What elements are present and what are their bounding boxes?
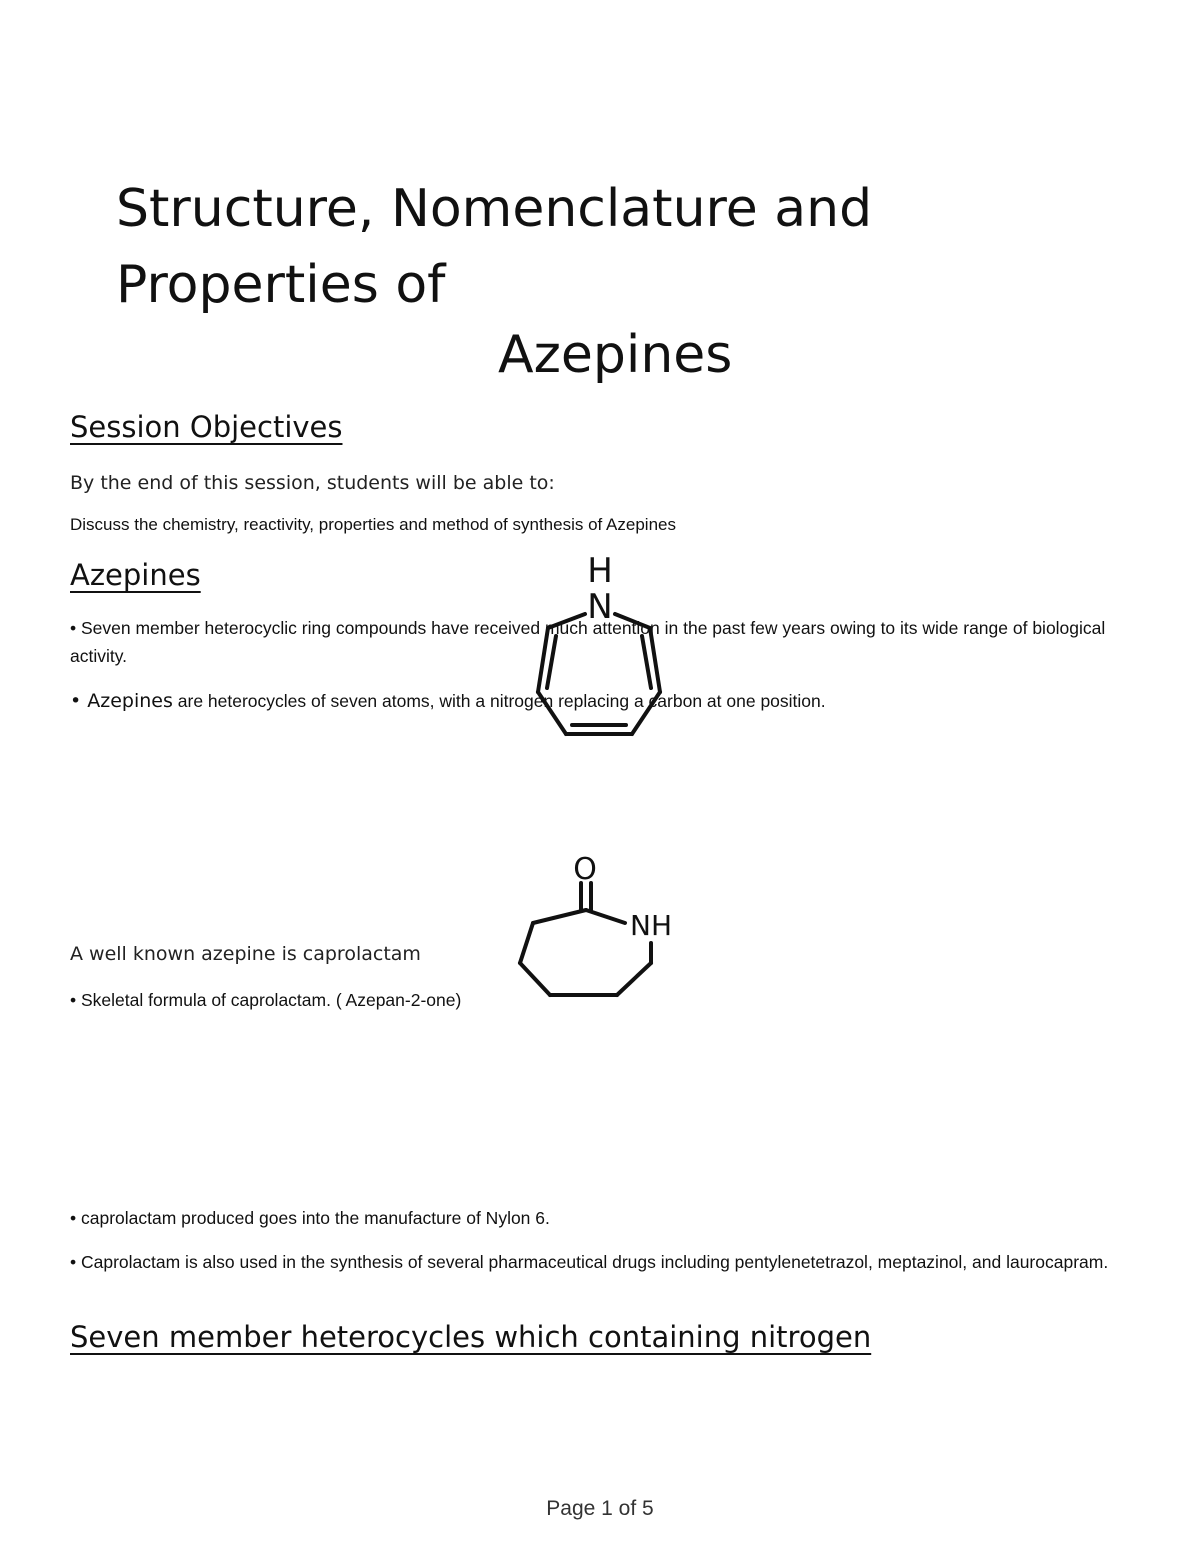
azepine-structure (520, 550, 680, 750)
azepines-bullet-2-lead: • Azepines (70, 690, 173, 712)
caprolactam-structure (505, 845, 695, 1015)
azepine-n-label: N (587, 587, 613, 627)
caprolactam-skeletal: • Skeletal formula of caprolactam. ( Azepan-2-one) (70, 990, 462, 1010)
objectives-item: Discuss the chemistry, reactivity, properties and method of synthesis of Azepines (70, 515, 676, 534)
azepine-bonds (538, 614, 660, 734)
caprolactam-nh-label: NH (630, 909, 672, 942)
caprolactam-use-2: • Caprolactam is also used in the synthesis of several pharmaceutical drugs including pentylenetetrazol, meptazinol, and laurocapram. (70, 1252, 1109, 1272)
caprolactam-use-1: • caprolactam produced goes into the manufacture of Nylon 6. (70, 1208, 550, 1228)
objectives-lead: By the end of this session, students will be able to: (70, 472, 555, 494)
caprolactam-o-label: O (573, 852, 597, 887)
azepines-heading: Azepines (70, 558, 201, 592)
title-line-1: Structure, Nomenclature and (116, 179, 873, 239)
title-line-2: Properties of (116, 255, 446, 315)
azepines-bullet-2-rest: are heterocycles of seven atoms, with a nitrogen replacing a carbon at one position. (172, 691, 826, 711)
azepines-bullet-1: • Seven member heterocyclic ring compounds have received much attention in the past few years owing to its wide range of biological activity. (70, 618, 1106, 666)
seven-member-heterocycles-heading: Seven member heterocycles which containing nitrogen (70, 1320, 872, 1354)
page-number: Page 1 of 5 (546, 1497, 654, 1520)
caprolactam-intro: A well known azepine is caprolactam (70, 943, 421, 965)
title-line-3: Azepines (498, 325, 733, 385)
session-objectives-heading: Session Objectives (70, 410, 343, 444)
azepine-h-label: H (587, 551, 613, 591)
